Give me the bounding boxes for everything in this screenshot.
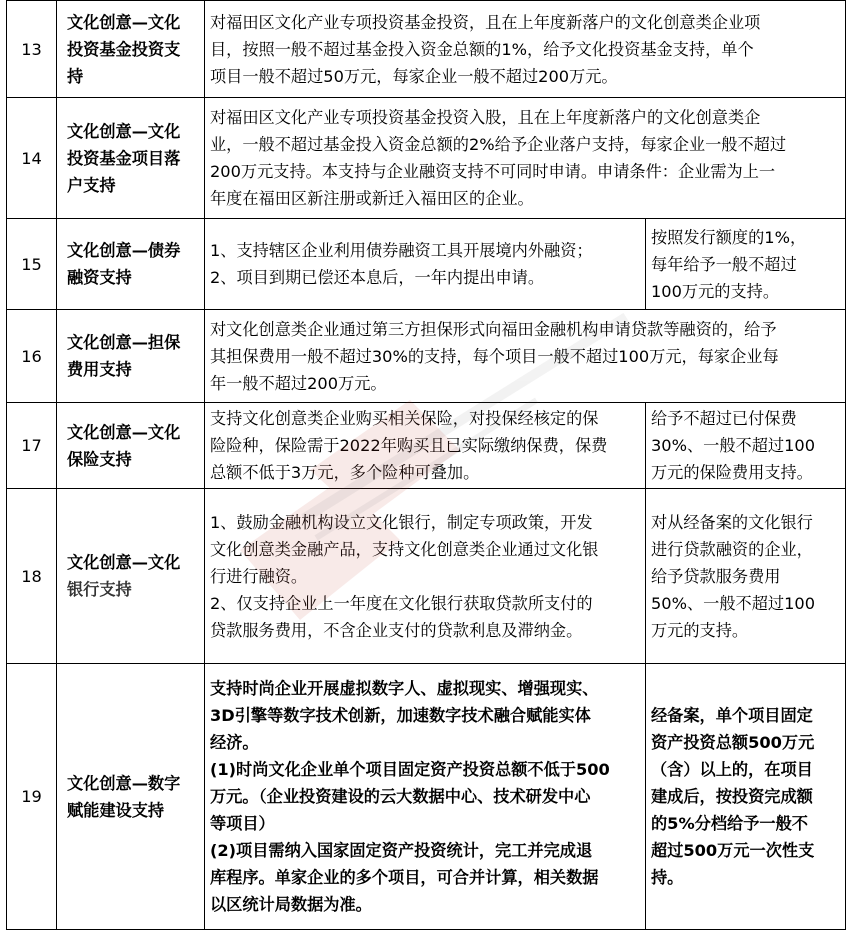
policy-title: 文化创意—担保 费用支持 [57,310,205,403]
row-number: 16 [7,310,57,403]
row-number: 19 [7,664,57,930]
table-row [7,489,846,664]
row-number: 18 [7,489,57,664]
policy-title: 文化创意—数字 赋能建设支持 [57,664,205,930]
policy-table [6,0,846,930]
policy-description: 支持时尚企业开展虚拟数字人、虚拟现实、增强现实、 3D引擎等数字技术创新，加速数字技术融合赋能实体 经济。 (1)时尚文化企业单个项目固定资产投资总额不低于500 万元。（企业投资建设的云大数据中心、技术研发中心 等项目） (2)项目需纳入国家固定资产投资统计，完工并完成退 库程序。单家企业的多个项目，可合并计算，相关数据 以区统计局数据为准。 [205,664,646,930]
table-row [7,310,846,403]
policy-description: 对福田区文化产业专项投资基金投资入股，且在上年度新落户的文化创意类企 业，一般不超过基金投入资金总额的2%给予企业落户支持，每家企业一般不超过 200万元支持。本支持与企业融资支持不可同时申请。申请条件：企业需为上一 年度在福田区新注册或新迁入福田区的企业。 [205,98,846,219]
policy-title: 文化创意—文化 保险支持 [57,403,205,489]
row-number: 14 [7,98,57,219]
row-number: 15 [7,219,57,310]
support-amount: 按照发行额度的1%， 每年给予一般不超过 100万元的支持。 [646,219,846,310]
table-row [7,664,846,930]
policy-description: 1、鼓励金融机构设立文化银行，制定专项政策，开发 文化创意类金融产品，支持文化创意类企业通过文化银 行进行融资。 2、仅支持企业上一年度在文化银行获取贷款所支付的 贷款服务费用，不含企业支付的贷款利息及滞纳金。 [205,489,646,664]
policy-title: 文化创意—债券 融资支持 [57,219,205,310]
support-amount: 对从经备案的文化银行 进行贷款融资的企业， 给予贷款服务费用 50%、一般不超过100 万元的支持。 [646,489,846,664]
policy-description: 对福田区文化产业专项投资基金投资，且在上年度新落户的文化创意类企业项 目，按照一般不超过基金投入资金总额的1%，给予文化投资基金支持，单个 项目一般不超过50万元，每家企业一般不超过200万元。 [205,1,846,98]
support-amount: 给予不超过已付保费 30%、一般不超过100 万元的保险费用支持。 [646,403,846,489]
table-row [7,1,846,98]
policy-description: 对文化创意类企业通过第三方担保形式向福田金融机构申请贷款等融资的，给予 其担保费用一般不超过30%的支持，每个项目一般不超过100万元，每家企业每 年一般不超过200万元。 [205,310,846,403]
table-row [7,219,846,310]
support-amount: 经备案，单个项目固定 资产投资总额500万元 （含）以上的，在项目 建成后，按投资完成额 的5%分档给予一般不 超过500万元一次性支 持。 [646,664,846,930]
table-row [7,403,846,489]
policy-title: 文化创意—文化 银行支持 [57,489,205,664]
policy-description: 1、支持辖区企业利用债券融资工具开展境内外融资； 2、项目到期已偿还本息后，一年内提出申请。 [205,219,646,310]
policy-title: 文化创意—文化 投资基金投资支 持 [57,1,205,98]
policy-title: 文化创意—文化 投资基金项目落 户支持 [57,98,205,219]
row-number: 17 [7,403,57,489]
table-row [7,98,846,219]
row-number: 13 [7,1,57,98]
policy-description: 支持文化创意类企业购买相关保险，对投保经核定的保 险险种，保险需于2022年购买且已实际缴纳保费，保费 总额不低于3万元，多个险种可叠加。 [205,403,646,489]
